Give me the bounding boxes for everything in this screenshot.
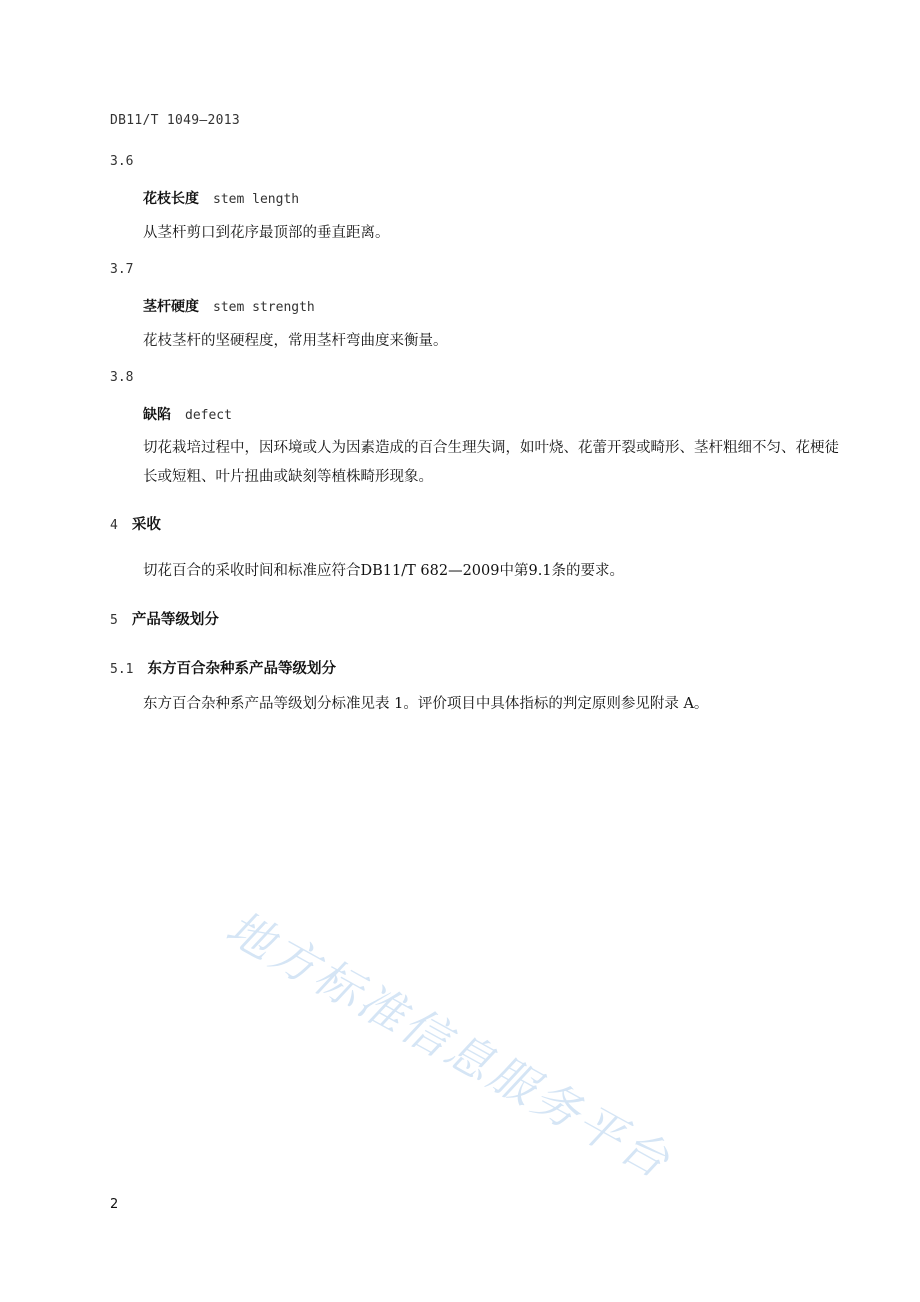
subsection-number: 5.1	[110, 662, 134, 677]
section-title: 采收	[131, 517, 161, 533]
clause-number: 3.6	[110, 154, 134, 169]
subsection-title: 东方百合杂种系产品等级划分	[147, 661, 336, 677]
section-number: 5	[110, 613, 118, 628]
subsection-text: 东方百合杂种系产品等级划分标准见表 1。评价项目中具体指标的判定原则参见附录 A。	[143, 696, 709, 712]
term-english: stem strength	[213, 300, 315, 315]
section-heading	[110, 608, 219, 629]
subsection-heading	[110, 657, 336, 678]
term-chinese: 花枝长度	[143, 191, 199, 207]
term-chinese: 缺陷	[143, 407, 171, 423]
clause-number: 3.7	[110, 262, 134, 277]
clause-number: 3.8	[110, 370, 134, 385]
term-definition: 花枝茎杆的坚硬程度，常用茎杆弯曲度来衡量。	[143, 333, 448, 349]
term-line	[143, 296, 315, 316]
term-definition: 从茎杆剪口到花序最顶部的垂直距离。	[143, 225, 390, 241]
document-header-id: DB11/T 1049—2013	[110, 113, 241, 128]
term-line	[143, 404, 232, 424]
term-definition: 切花栽培过程中，因环境或人为因素造成的百合生理失调，如叶烧、花蕾开裂或畸形、茎杆粗细不匀、花梗徒长或短粗、叶片扭曲或缺刻等植株畸形现象。	[143, 440, 839, 485]
term-english: defect	[185, 408, 232, 423]
page-number: 2	[110, 1197, 119, 1212]
section-text: 切花百合的采收时间和标准应符合DB11/T 682—2009中第9.1条的要求。	[143, 563, 625, 579]
term-english: stem length	[213, 192, 300, 207]
section-title: 产品等级划分	[131, 612, 219, 628]
section-heading	[110, 513, 161, 534]
term-line	[143, 188, 299, 208]
watermark-text: 地方标准信息服务平台	[217, 900, 681, 1190]
term-chinese: 茎杆硬度	[143, 299, 199, 315]
section-number: 4	[110, 518, 118, 533]
